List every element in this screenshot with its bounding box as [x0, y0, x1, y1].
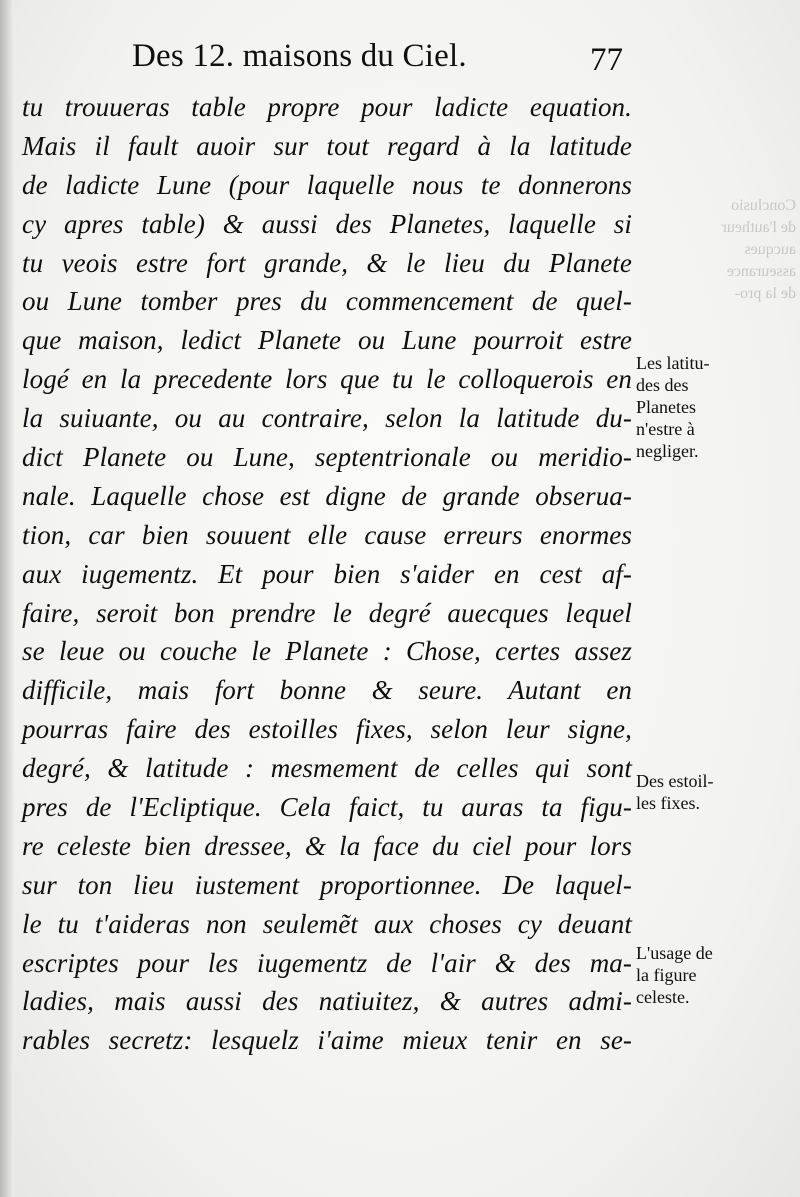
- margin-note-line: Les latitu-: [636, 353, 710, 373]
- margin-note-line: celeste.: [636, 987, 690, 1007]
- margin-note-line: la figure: [636, 965, 697, 985]
- margin-note-fixed-stars: [636, 770, 713, 814]
- text-line: la suiuante, ou au contraire, selon la latitude du-: [22, 403, 632, 434]
- bleed-line: aucques: [744, 241, 796, 258]
- margin-note-line: des des: [636, 375, 689, 395]
- text-line: sur ton lieu iustement proportionnee. De laquel-: [22, 869, 632, 900]
- text-line: le tu t'aideras non seulemẽt aux choses cy deuant: [22, 908, 632, 939]
- text-line: dict Planete ou Lune, septentrionale ou meridio-: [22, 442, 632, 473]
- margin-note-line: Des estoil-: [636, 771, 714, 791]
- text-line: pres de l'Ecliptique. Cela faict, tu auras ta figu-: [22, 792, 632, 823]
- running-title: Des 12. maisons du Ciel.: [132, 38, 467, 74]
- margin-note-line: negliger.: [636, 441, 699, 461]
- bleed-line: de la pro-: [734, 285, 796, 302]
- text-line: de ladicte Lune (pour laquelle nous te donnerons: [22, 169, 632, 200]
- text-line: nale. Laquelle chose est digne de grande obserua-: [22, 480, 632, 511]
- text-line: tion, car bien souuent elle cause erreurs enormes: [22, 519, 632, 550]
- text-line: logé en la precedente lors que tu le colloquerois en: [22, 364, 632, 395]
- running-header: [0, 38, 800, 94]
- text-line: difficile, mais fort bonne & seure. Autant en: [22, 675, 632, 706]
- margin-note-line: n'estre à: [636, 419, 695, 439]
- margin-note-celestial-figure: [636, 942, 713, 1008]
- text-line: rables secretz: lesquelz i'aime mieux tenir en se-: [22, 1025, 632, 1056]
- bleed-through-text: [636, 195, 796, 305]
- margin-note-latitudes: [636, 352, 709, 462]
- text-line: Mais il fault auoir sur tout regard à la latitude: [22, 130, 632, 161]
- text-line: que maison, ledict Planete ou Lune pourroit estre: [22, 325, 632, 356]
- margin-note-line: Planetes: [636, 397, 696, 417]
- text-line: ou Lune tomber pres du commencement de quel-: [22, 286, 632, 317]
- text-line: aux iugementz. Et pour bien s'aider en cest af-: [22, 558, 632, 589]
- text-line: faire, seroit bon prendre le degré auecques lequel: [22, 597, 632, 628]
- text-line: pourras faire des estoilles fixes, selon leur signe,: [22, 714, 632, 745]
- text-line: ladies, mais aussi des natiuitez, & autres admi-: [22, 986, 632, 1017]
- main-text-block: [22, 88, 632, 1060]
- bleed-line: asseurance: [726, 263, 796, 280]
- text-line: degré, & latitude : mesmement de celles qui sont: [22, 753, 632, 784]
- text-line: se leue ou couche le Planete : Chose, certes assez: [22, 636, 632, 667]
- bleed-line: de l'autheur: [721, 219, 796, 236]
- text-line: escriptes pour les iugementz de l'air & des ma-: [22, 947, 632, 978]
- page-number: 77: [590, 42, 623, 78]
- margin-note-line: L'usage de: [636, 943, 713, 963]
- text-line: tu trouueras table propre pour ladicte equation.: [22, 92, 632, 122]
- margin-note-line: les fixes.: [636, 793, 700, 813]
- bleed-line: Conclusio: [731, 197, 796, 214]
- page-gutter-shadow: [0, 0, 14, 1197]
- text-line: cy apres table) & aussi des Planetes, laquelle si: [22, 208, 632, 239]
- text-line: re celeste bien dressee, & la face du ciel pour lors: [22, 830, 632, 861]
- text-line: tu veois estre fort grande, & le lieu du Planete: [22, 247, 632, 278]
